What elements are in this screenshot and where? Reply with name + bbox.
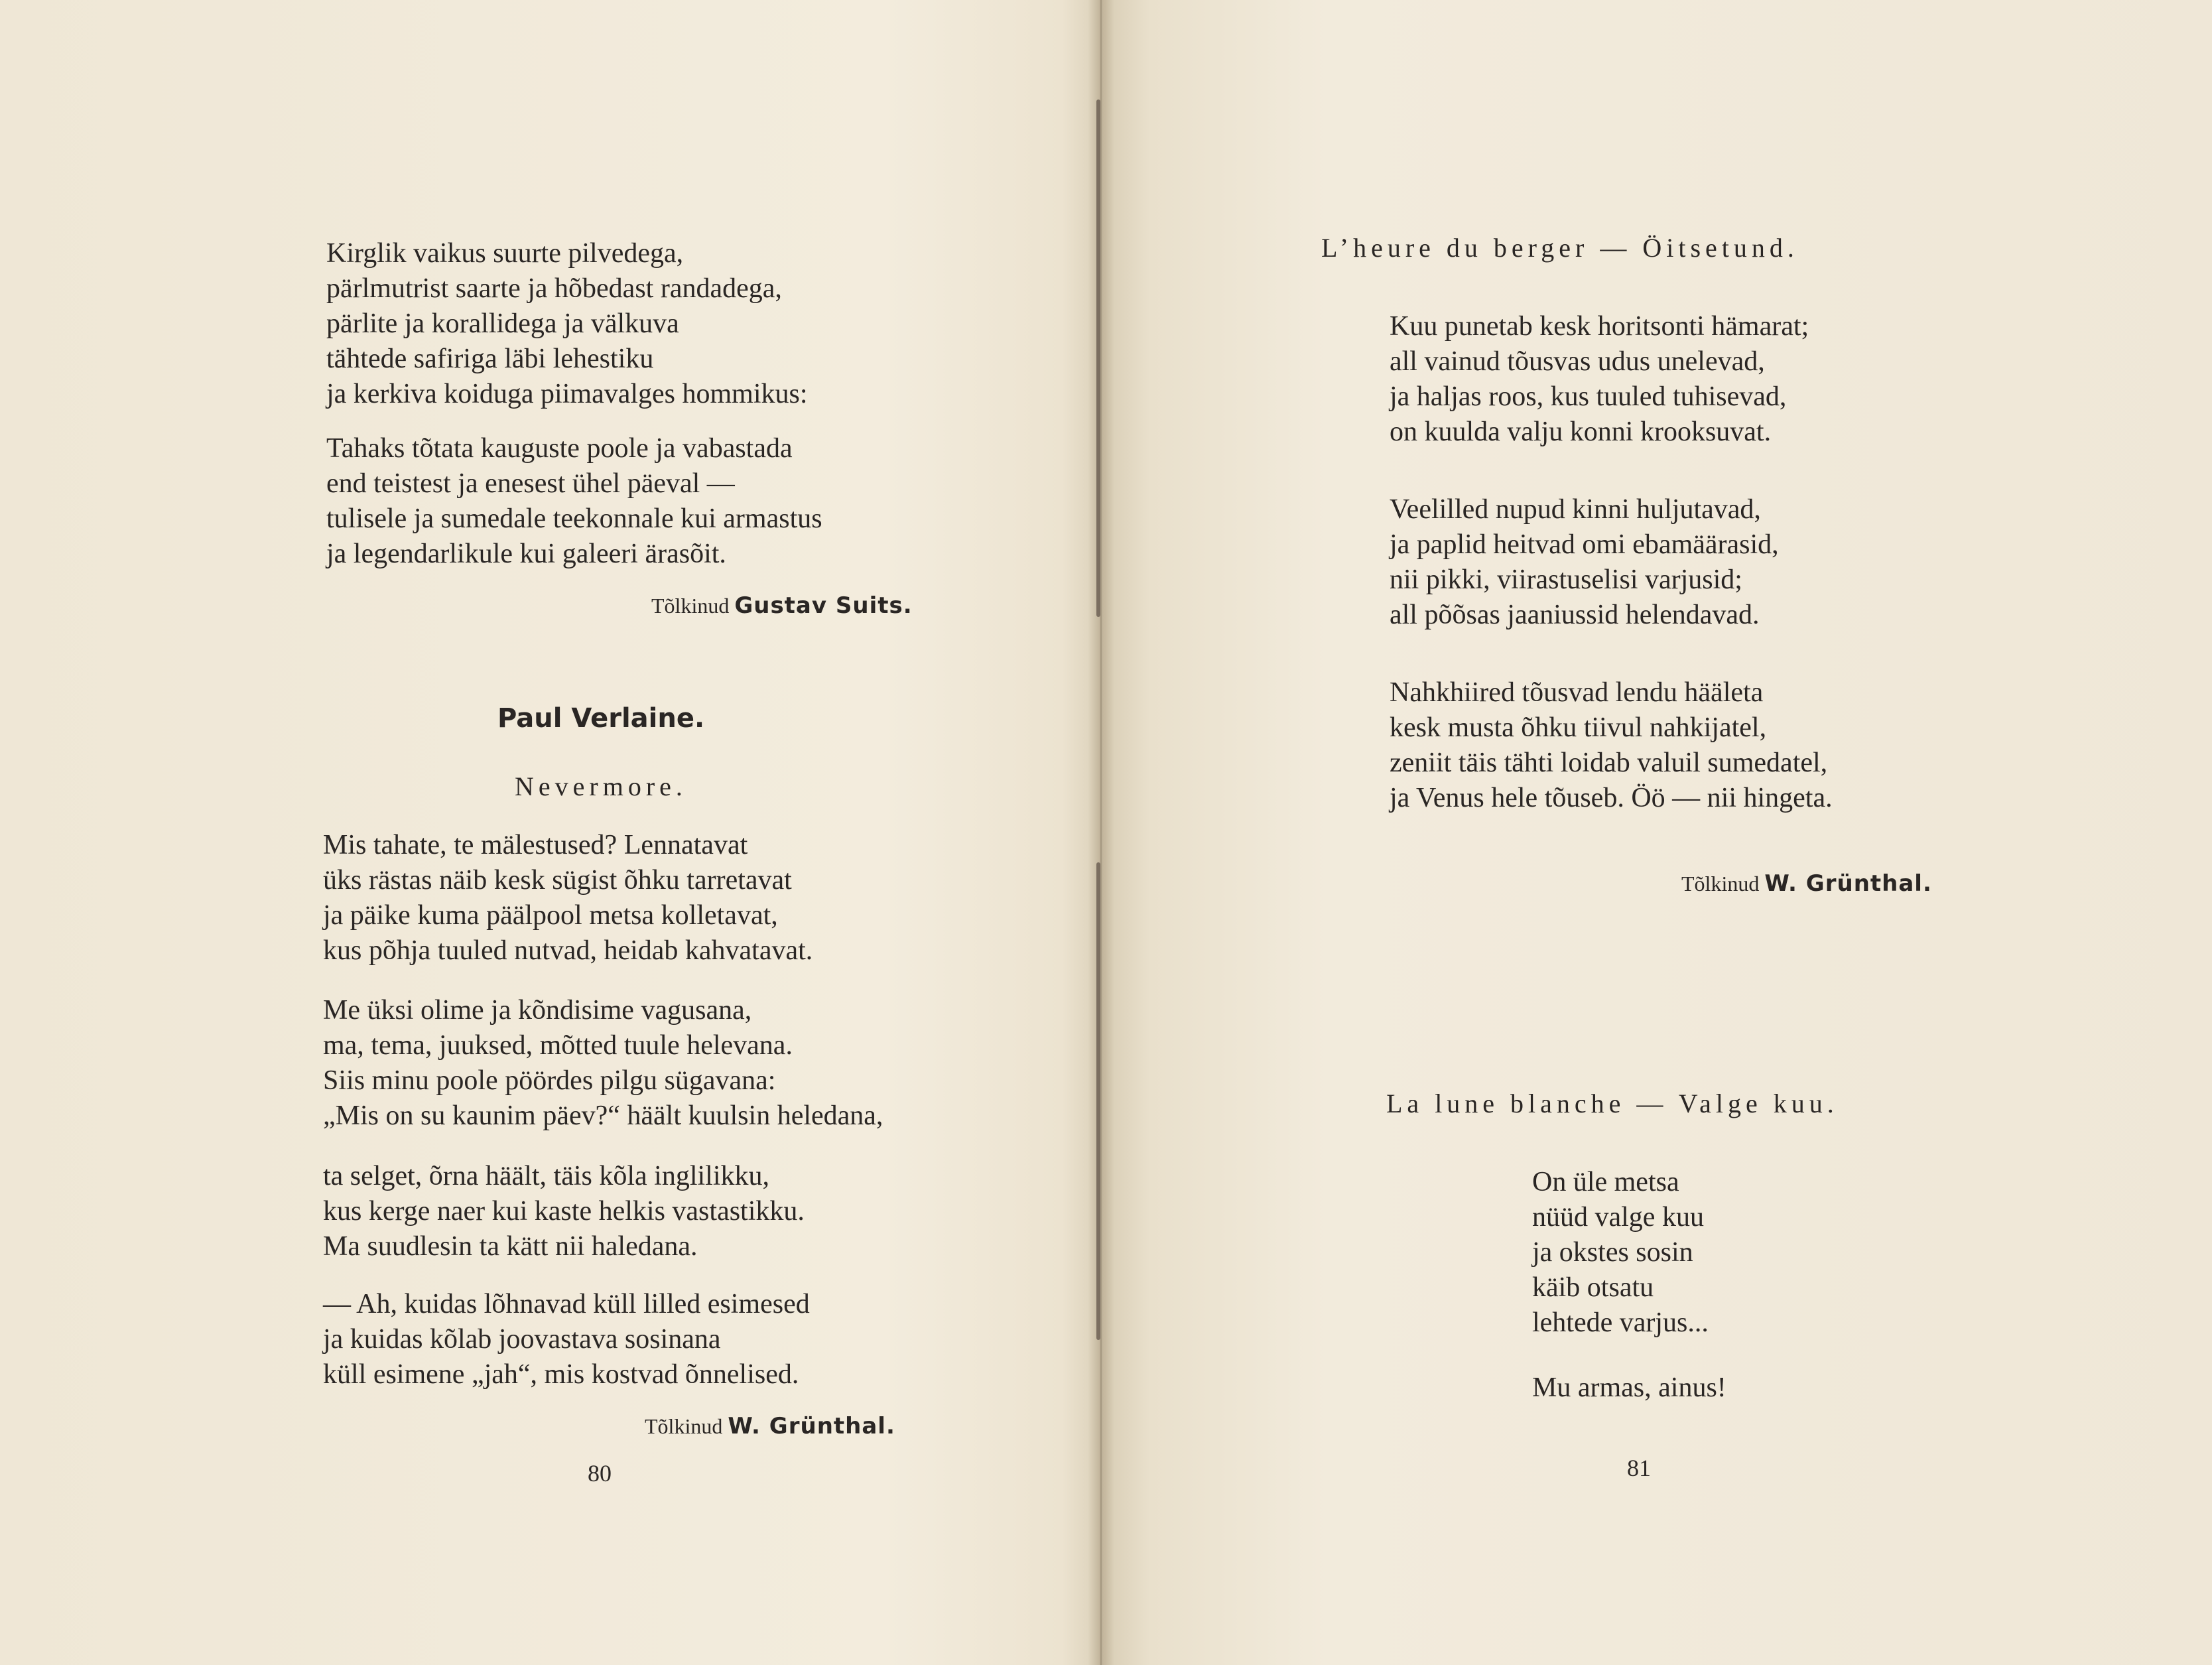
verse-line: nii pikki, viirastuselisi varjusid; bbox=[1390, 565, 1742, 595]
verse-line: zeniit täis tähti loidab valuil sumedatel, bbox=[1390, 748, 1828, 778]
verse-line: pärlmutrist saarte ja hõbedast randadega, bbox=[326, 273, 782, 304]
verse-line: ja paplid heitvad omi ebamäärasid, bbox=[1390, 529, 1779, 560]
stanza bbox=[1390, 675, 1833, 816]
poem-title: L’heure du berger — Öitsetund. bbox=[1321, 233, 1799, 263]
poem-title: Nevermore. bbox=[515, 771, 687, 801]
verse-line: üks rästas näib kesk sügist õhku tarretavat bbox=[323, 865, 792, 896]
stanza bbox=[323, 828, 813, 968]
verse-line: Ma suudlesin ta kätt nii haledana. bbox=[323, 1231, 698, 1262]
verse-line: kus kerge naer kui kaste helkis vastastikku. bbox=[323, 1196, 805, 1227]
verse-line: küll esimene „jah“, mis kostvad õnnelised. bbox=[323, 1359, 799, 1390]
verse-line: kesk musta õhku tiivul nahkijatel, bbox=[1390, 712, 1767, 743]
verse-line: all vainud tõusvas udus unelevad, bbox=[1390, 346, 1765, 377]
right-page bbox=[1114, 0, 2212, 1665]
verse-line: on kuulda valju konni krooksuvat. bbox=[1390, 417, 1772, 447]
verse-line: ja Venus hele tõuseb. Öö — nii hingeta. bbox=[1390, 783, 1833, 813]
page-number: 81 bbox=[1627, 1455, 1651, 1481]
credit-prefix: Tõlkinud bbox=[645, 1414, 723, 1438]
stanza bbox=[323, 993, 883, 1134]
verse-line: Veelilled nupud kinni huljutavad, bbox=[1390, 494, 1761, 525]
translator-credit bbox=[651, 592, 913, 619]
stanza bbox=[326, 431, 822, 572]
verse-line: lehtede varjus... bbox=[1532, 1307, 1709, 1338]
verse-line: ja legendarlikule kui galeeri ärasõit. bbox=[326, 539, 726, 569]
binding-thread bbox=[1096, 100, 1100, 617]
verse-line: ja kerkiva koiduga piimavalges hommikus: bbox=[326, 379, 808, 409]
translator-name: W. Grünthal. bbox=[1764, 870, 1932, 897]
left-page bbox=[0, 0, 1088, 1665]
verse-line: all põõsas jaaniussid helendavad. bbox=[1390, 600, 1760, 630]
verse-line: ja okstes sosin bbox=[1532, 1237, 1693, 1268]
translator-name: W. Grünthal. bbox=[728, 1413, 895, 1439]
binding-thread bbox=[1096, 862, 1100, 1340]
verse-line: käib otsatu bbox=[1532, 1272, 1654, 1303]
verse-line: Kirglik vaikus suurte pilvedega, bbox=[326, 238, 684, 269]
stanza bbox=[323, 1287, 810, 1392]
verse-line: ma, tema, juuksed, mõtted tuule helevana. bbox=[323, 1030, 793, 1061]
verse-line: Tahaks tõtata kauguste poole ja vabastada bbox=[326, 433, 793, 464]
translator-name: Gustav Suits. bbox=[734, 592, 913, 619]
verse-line: Mis tahate, te mälestused? Lennatavat bbox=[323, 830, 748, 860]
verse-line: ja päike kuma päälpool metsa kolletavat, bbox=[323, 900, 778, 931]
translator-credit bbox=[645, 1413, 895, 1439]
stanza bbox=[326, 236, 808, 412]
verse-line: „Mis on su kaunim päev?“ häält kuulsin heledana, bbox=[323, 1100, 883, 1131]
translator-credit bbox=[1681, 870, 1932, 897]
book-gutter bbox=[1088, 0, 1114, 1665]
stanza bbox=[1532, 1165, 1709, 1341]
stanza bbox=[323, 1159, 805, 1264]
verse-line: Siis minu poole pöördes pilgu sügavana: bbox=[323, 1065, 776, 1096]
verse-line: kus põhja tuuled nutvad, heidab kahvatavat. bbox=[323, 935, 813, 966]
verse-line: ta selget, õrna häält, täis kõla inglilikku, bbox=[323, 1161, 770, 1191]
verse-line: nüüd valge kuu bbox=[1532, 1202, 1704, 1232]
verse-line: Mu armas, ainus! bbox=[1532, 1372, 1726, 1403]
verse-line: ja haljas roos, kus tuuled tuhisevad, bbox=[1390, 381, 1787, 412]
verse-line: pärlite ja korallidega ja välkuva bbox=[326, 308, 679, 339]
stanza bbox=[1532, 1370, 1726, 1406]
verse-line: Me üksi olime ja kõndisime vagusana, bbox=[323, 995, 752, 1026]
credit-prefix: Tõlkinud bbox=[1681, 872, 1760, 896]
verse-line: tähtede safiriga läbi lehestiku bbox=[326, 344, 654, 374]
verse-line: tulisele ja sumedale teekonnale kui armastus bbox=[326, 503, 822, 534]
credit-prefix: Tõlkinud bbox=[651, 594, 730, 618]
verse-line: end teistest ja enesest ühel päeval — bbox=[326, 468, 735, 499]
verse-line: On üle metsa bbox=[1532, 1167, 1679, 1197]
page-number: 80 bbox=[588, 1460, 612, 1487]
stanza bbox=[1390, 492, 1779, 633]
verse-line: Nahkhiired tõusvad lendu hääleta bbox=[1390, 677, 1764, 708]
author-heading: Paul Verlaine. bbox=[497, 703, 705, 734]
stanza bbox=[1390, 309, 1809, 450]
verse-line: ja kuidas kõlab joovastava sosinana bbox=[323, 1324, 721, 1355]
verse-line: — Ah, kuidas lõhnavad küll lilled esimesed bbox=[323, 1289, 810, 1319]
poem-title: La lune blanche — Valge kuu. bbox=[1386, 1089, 1839, 1118]
verse-line: Kuu punetab kesk horitsonti hämarat; bbox=[1390, 311, 1809, 342]
